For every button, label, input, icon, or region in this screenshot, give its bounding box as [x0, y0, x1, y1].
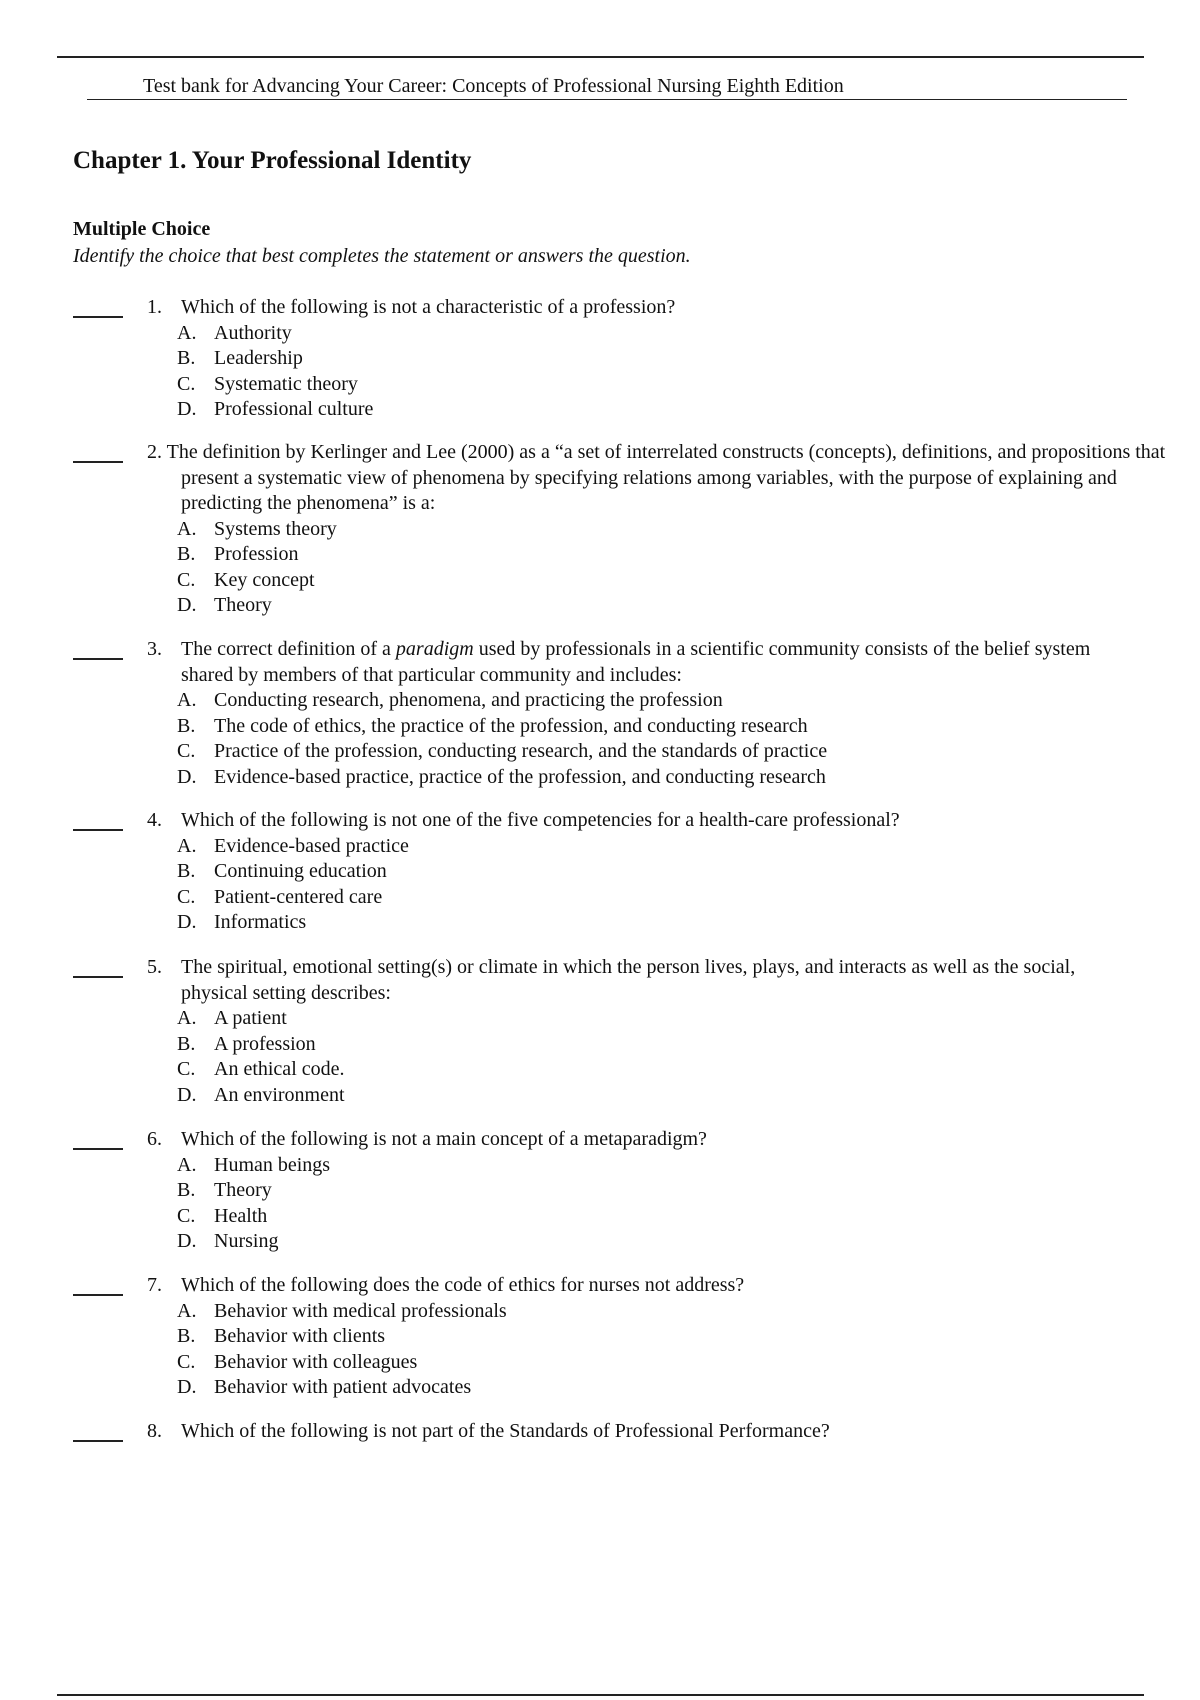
- choice-text: Leadership: [214, 347, 303, 369]
- choice-text: Authority: [214, 321, 292, 344]
- question-text: Which of the following is not a characteristic of a profession?: [181, 296, 676, 318]
- choice: [177, 765, 1077, 791]
- question-number: 7.: [147, 1274, 162, 1296]
- choice: [177, 1299, 1077, 1325]
- choice-list: [177, 1006, 1077, 1108]
- choice: [177, 517, 1077, 543]
- answer-blank[interactable]: [73, 461, 123, 463]
- choice-text: An environment: [214, 1083, 345, 1106]
- choice-letter: A.: [177, 321, 197, 344]
- choice: [177, 321, 1077, 347]
- choice-letter: C.: [177, 1058, 196, 1080]
- choice-letter: C.: [177, 372, 196, 395]
- question-number: 4.: [147, 809, 162, 831]
- chapter-title: Chapter 1. Your Professional Identity: [73, 147, 472, 174]
- answer-blank[interactable]: [73, 1148, 123, 1150]
- choice: [177, 859, 1077, 885]
- choice-letter: C.: [177, 1350, 196, 1373]
- answer-blank[interactable]: [73, 976, 123, 978]
- choice-text: A profession: [214, 1032, 316, 1055]
- choice: [177, 1375, 1077, 1401]
- choice-letter: A.: [177, 1007, 197, 1029]
- question-number: 8.: [147, 1420, 162, 1442]
- section-title: Multiple Choice: [73, 218, 211, 240]
- question-text: Which of the following is not part of the Standards of Professional Performance?: [181, 1420, 830, 1442]
- choice-list: [177, 688, 1077, 790]
- choice: [177, 1178, 1077, 1204]
- choice: [177, 1204, 1077, 1230]
- choice-letter: D.: [177, 1376, 197, 1398]
- choice-letter: A.: [177, 517, 197, 540]
- question-text-end: used by professionals in a scientific community consists of the belief system shared by members of that particular community and includes:: [181, 638, 1091, 686]
- choice: [177, 714, 1077, 740]
- choice-letter: A.: [177, 1153, 197, 1176]
- choice-letter: B.: [177, 1179, 196, 1201]
- top-rule: [57, 56, 1144, 58]
- choice-text: The code of ethics, the practice of the profession, and conducting research: [214, 714, 808, 737]
- choice-text: Continuing education: [214, 860, 387, 882]
- choice-letter: D.: [177, 398, 197, 420]
- choice-text: Practice of the profession, conducting research, and the standards of practice: [214, 740, 828, 762]
- answer-blank[interactable]: [73, 829, 123, 831]
- choice-letter: C.: [177, 740, 196, 762]
- question-body: The definition by Kerlinger and Lee (2000) as a “a set of interrelated constructs (concepts), definitions, and propositions that present a systematic view of phenomena by specifying relations among variables, with the purpose of explaining and predicting the phenomena” is a:: [166, 441, 1166, 514]
- choice-text: Health: [214, 1204, 268, 1227]
- choice: [177, 885, 1077, 911]
- choice-letter: B.: [177, 1325, 196, 1347]
- choice-letter: D.: [177, 594, 197, 616]
- choice-letter: D.: [177, 1083, 197, 1106]
- choice-letter: D.: [177, 765, 197, 788]
- question-text: [147, 440, 1175, 517]
- choice-letter: B.: [177, 347, 196, 369]
- choice-text: Informatics: [214, 911, 307, 933]
- answer-blank[interactable]: [73, 316, 123, 318]
- choice: [177, 542, 1077, 568]
- question-number: 6.: [147, 1128, 162, 1150]
- answer-blank[interactable]: [73, 1440, 123, 1442]
- choice-letter: B.: [177, 543, 196, 565]
- choice-text: Conducting research, phenomena, and practicing the profession: [214, 689, 723, 711]
- choice: [177, 1324, 1077, 1350]
- choice-letter: A.: [177, 1299, 197, 1322]
- choice-text: Behavior with medical professionals: [214, 1299, 507, 1322]
- question-text: [181, 637, 1141, 688]
- choice-text: Systematic theory: [214, 372, 358, 395]
- choice: [177, 1032, 1077, 1058]
- question-text: Which of the following is not a main concept of a metaparadigm?: [181, 1128, 707, 1150]
- choice-text: Patient-centered care: [214, 885, 383, 908]
- choice: [177, 739, 1077, 765]
- choice-letter: C.: [177, 885, 196, 908]
- choice-text: Evidence-based practice, practice of the profession, and conducting research: [214, 765, 826, 788]
- question-emphasis: paradigm: [395, 638, 474, 660]
- question-number: 3.: [147, 638, 162, 660]
- question-number: 5.: [147, 956, 162, 978]
- section-instructions: Identify the choice that best completes the statement or answers the question.: [73, 245, 691, 267]
- choice: [177, 346, 1077, 372]
- choice-text: Evidence-based practice: [214, 834, 409, 857]
- choice: [177, 593, 1077, 619]
- choice-text: Behavior with colleagues: [214, 1350, 418, 1373]
- choice-list: [177, 517, 1077, 619]
- choice: [177, 834, 1077, 860]
- choice-list: [177, 1299, 1077, 1401]
- choice-text: Theory: [214, 1179, 272, 1201]
- choice-text: Nursing: [214, 1230, 279, 1252]
- choice: [177, 1350, 1077, 1376]
- question-text: Which of the following does the code of ethics for nurses not address?: [181, 1274, 745, 1296]
- choice-text: Professional culture: [214, 398, 374, 420]
- choice: [177, 1083, 1077, 1109]
- choice: [177, 1153, 1077, 1179]
- answer-blank[interactable]: [73, 658, 123, 660]
- choice-letter: C.: [177, 568, 196, 591]
- choice-letter: D.: [177, 911, 197, 933]
- question-number: 2.: [147, 441, 162, 463]
- answer-blank[interactable]: [73, 1294, 123, 1296]
- question-text: The spiritual, emotional setting(s) or climate in which the person lives, plays, and interacts as well as the social, physical setting describes:: [181, 956, 1076, 1004]
- choice-list: [177, 321, 1077, 423]
- choice: [177, 397, 1077, 423]
- page-header: [87, 74, 1127, 100]
- choice: [177, 910, 1077, 936]
- choice-letter: D.: [177, 1230, 197, 1252]
- choice: [177, 1006, 1077, 1032]
- choice-letter: B.: [177, 1032, 196, 1055]
- header-title: Test bank for Advancing Your Career: Concepts of Professional Nursing Eighth Edition: [143, 75, 844, 97]
- question-text: Which of the following is not one of the five competencies for a health-care professional?: [181, 809, 900, 831]
- choice-text: A patient: [214, 1007, 287, 1029]
- choice-text: Human beings: [214, 1153, 331, 1176]
- choice-text: An ethical code.: [214, 1058, 345, 1080]
- choice-letter: A.: [177, 689, 197, 711]
- bottom-rule: [57, 1694, 1144, 1696]
- choice-text: Behavior with clients: [214, 1325, 386, 1347]
- choice: [177, 688, 1077, 714]
- choice-text: Profession: [214, 543, 299, 565]
- choice-list: [177, 1153, 1077, 1255]
- choice-text: Behavior with patient advocates: [214, 1376, 472, 1398]
- choice-letter: C.: [177, 1204, 196, 1227]
- choice-letter: B.: [177, 714, 196, 737]
- choice: [177, 1057, 1077, 1083]
- choice: [177, 372, 1077, 398]
- choice: [177, 568, 1077, 594]
- choice: [177, 1229, 1077, 1255]
- question-number: 1.: [147, 296, 162, 318]
- choice-letter: B.: [177, 860, 196, 882]
- choice-text: Theory: [214, 594, 272, 616]
- choice-text: Key concept: [214, 568, 315, 591]
- choice-text: Systems theory: [214, 517, 337, 540]
- question-text-start: The correct definition of a: [181, 638, 396, 660]
- choice-letter: A.: [177, 834, 197, 857]
- choice-list: [177, 834, 1077, 936]
